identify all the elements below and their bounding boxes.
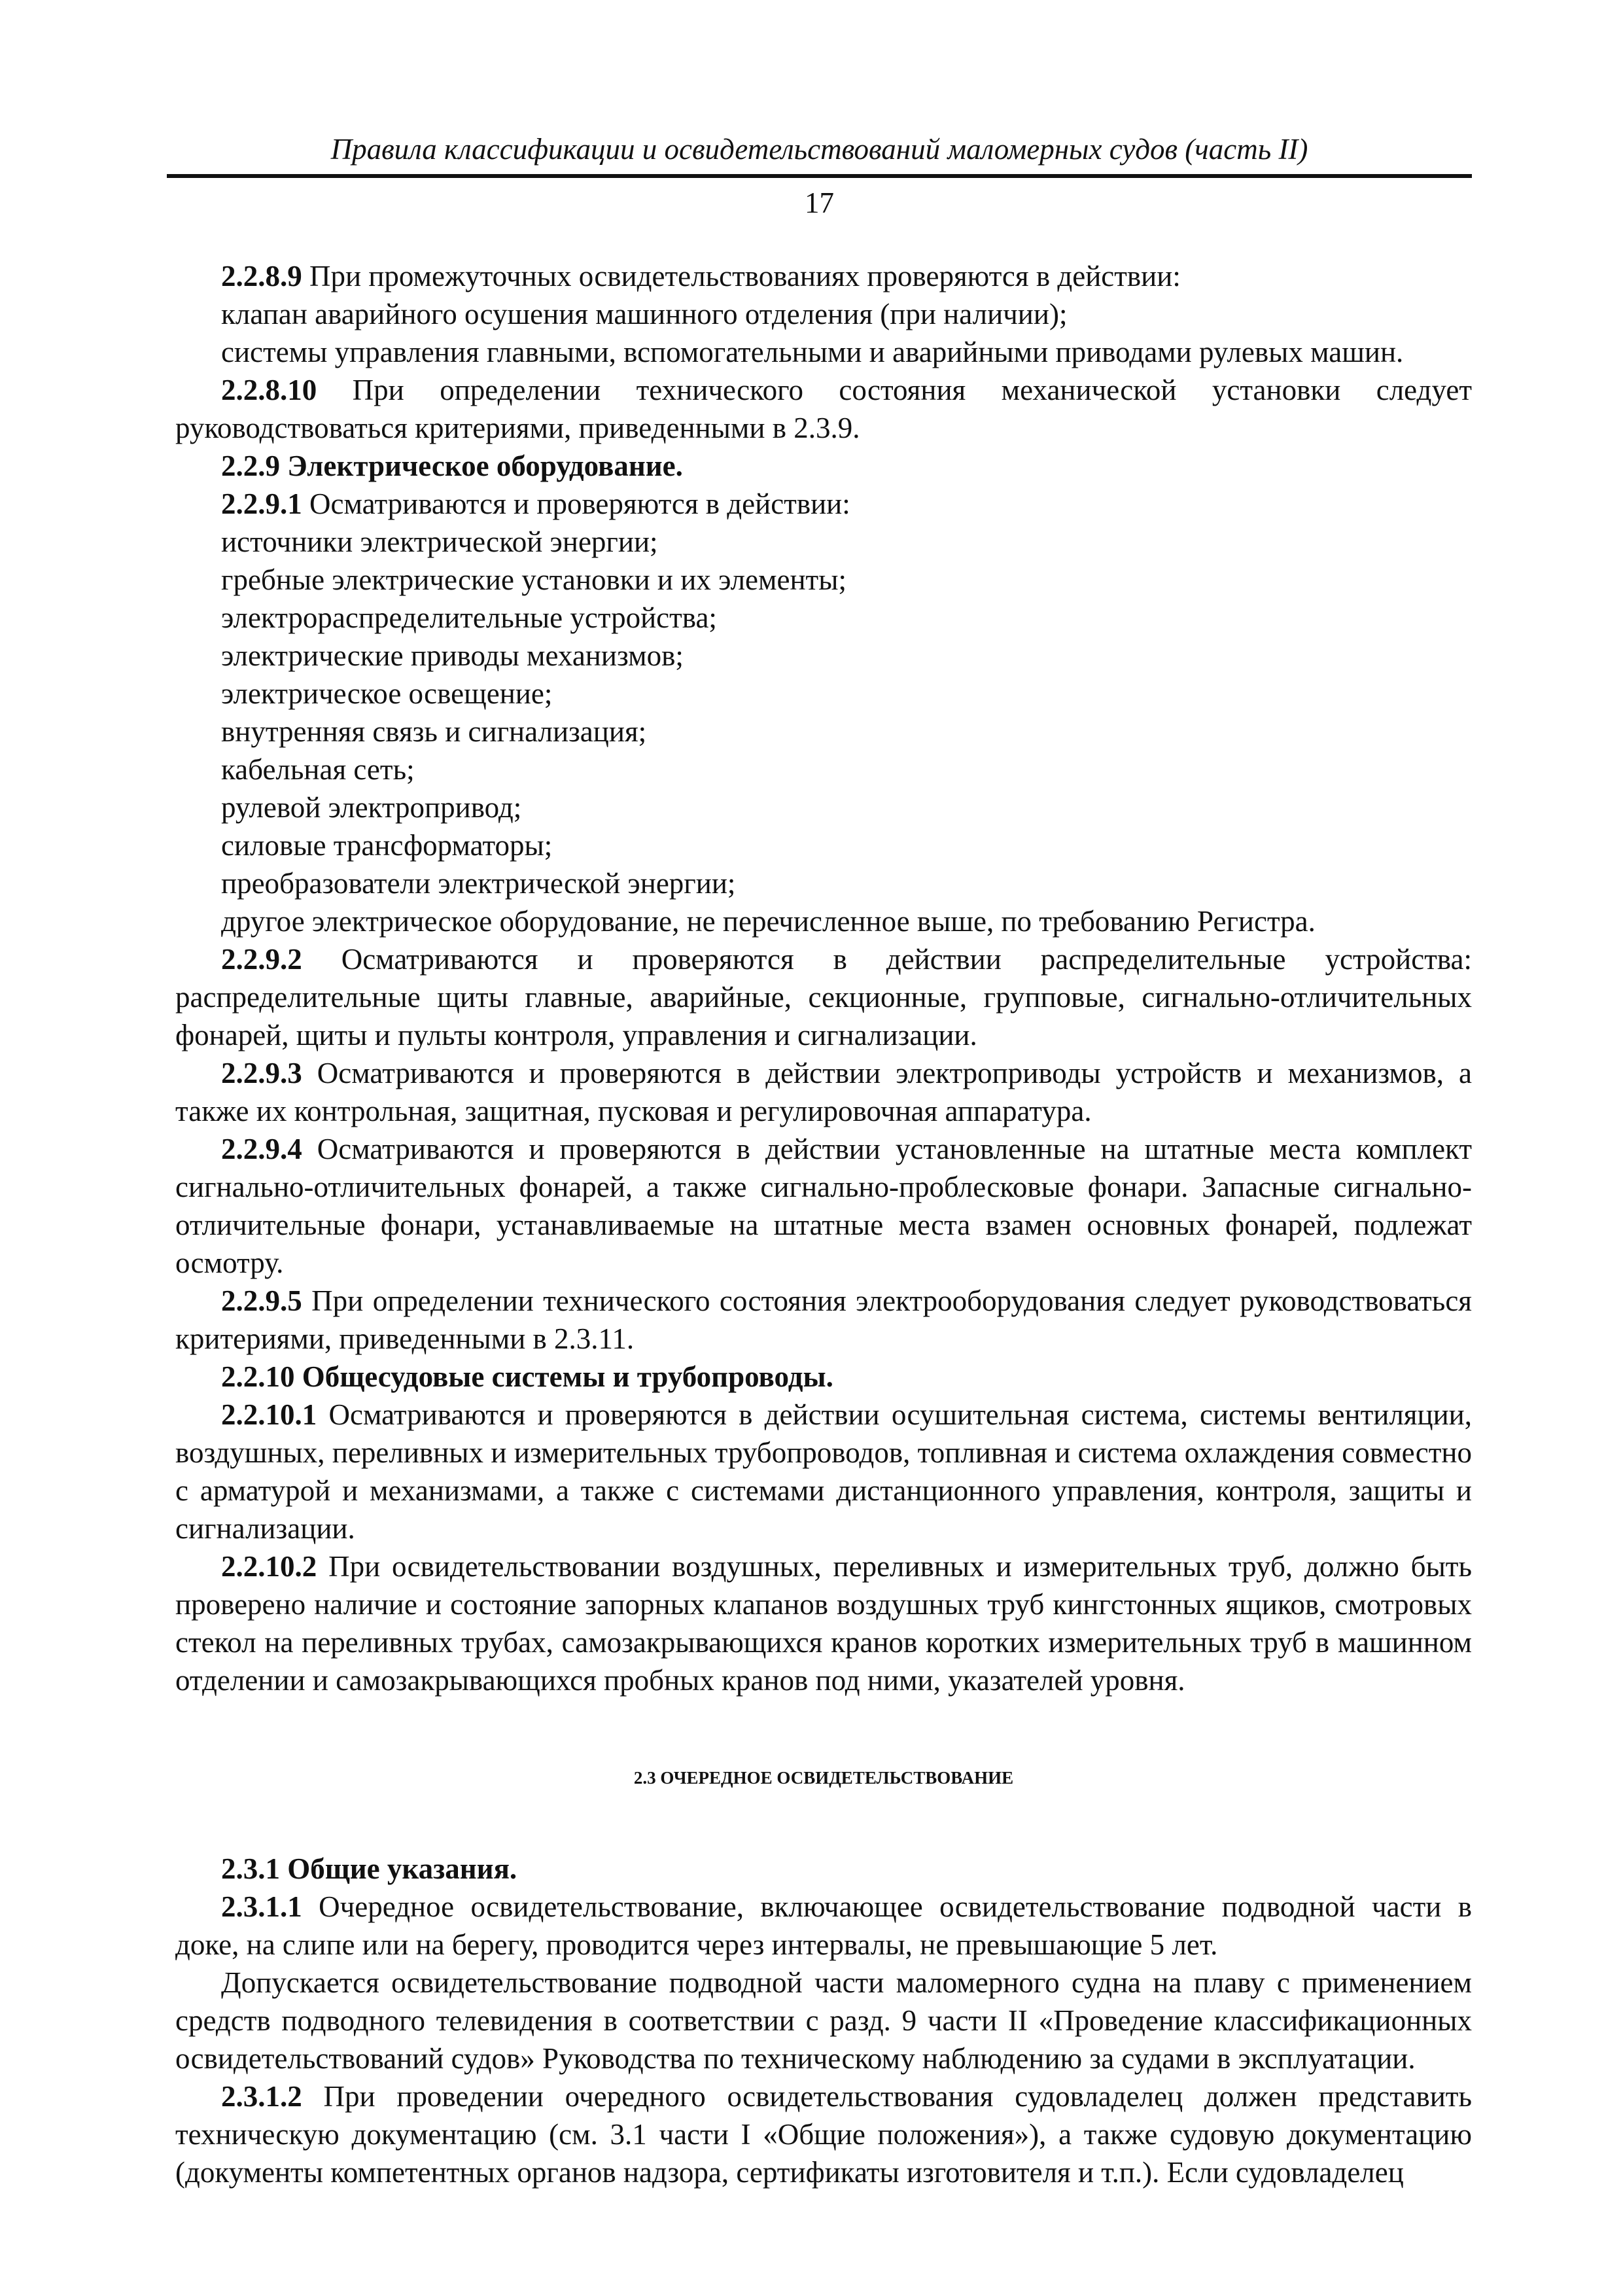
list-item: электрическое освещение; [221, 677, 553, 710]
list-item: клапан аварийного осушения машинного отделения (при наличии); [221, 298, 1068, 330]
paragraph-2-2-9-3: 2.2.9.3 Осматриваются и проверяются в действии электроприводы устройств и механизмов, а также их контрольная, защитная, пусковая и регулировочная аппаратура. [175, 1057, 1472, 1127]
subheading-2-2-10: 2.2.10 Общесудовые системы и трубопроводы. [221, 1360, 833, 1393]
paragraph-underwater-survey: Допускается освидетельствование подводной части маломерного судна на плаву с применением средств подводного телевидения в соответствии с разд. 9 части II «Проведение классификационных освидетельствований судов» Руководства по техническому наблюдению за судами в эксплуатации. [175, 1966, 1472, 2075]
section-title-2-3: 2.3 ОЧЕРЕДНОЕ ОСВИДЕТЕЛЬСТВОВАНИЕ [633, 1768, 1014, 1788]
list-item: системы управления главными, вспомогательными и аварийными приводами рулевых машин. [221, 336, 1404, 368]
list-item: электрораспределительные устройства; [221, 601, 717, 634]
list-item: внутренняя связь и сигнализация; [221, 715, 647, 748]
paragraph-2-3-1-1: 2.3.1.1 Очередное освидетельствование, включающее освидетельствование подводной части в доке, на слипе или на берегу, проводится через интервалы, не превышающие 5 лет. [175, 1890, 1472, 1961]
paragraph-2-2-10-2: 2.2.10.2 При освидетельствовании воздушных, переливных и измерительных труб, должно быть проверено наличие и состояние запорных клапанов воздушных труб кингстонных ящиков, смотровых стекол на переливных трубах, самозакрывающихся кранов коротких измерительных труб в машинном отделении и самозакрывающихся пробных кранов под ними, указателей уровня. [175, 1550, 1472, 1697]
list-item: кабельная сеть; [221, 753, 415, 786]
running-header: Правила классификации и освидетельствований маломерных судов (часть II) [330, 133, 1308, 166]
list-item: электрические приводы механизмов; [221, 639, 684, 672]
paragraph-2-2-10-1: 2.2.10.1 Осматриваются и проверяются в действии осушительная система, системы вентиляции, воздушных, переливных и измерительных трубопроводов, топливная и система охлаждения совместно с арматурой и механизмами, а также с системами дистанционного управления, контроля, защиты и сигнализации. [175, 1398, 1472, 1545]
list-item: гребные электрические установки и их элементы; [221, 563, 846, 596]
subheading-2-3-1: 2.3.1 Общие указания. [221, 1852, 517, 1885]
list-item: источники электрической энергии; [221, 525, 658, 558]
list-item: преобразователи электрической энергии; [221, 867, 736, 900]
list-item: рулевой электропривод; [221, 791, 522, 824]
document-body [175, 257, 1472, 2191]
paragraph-2-3-1-2: 2.3.1.2 При проведении очередного освидетельствования судовладелец должен представить техническую документацию (см. 3.1 части I «Общие положения»), а также судовую документацию (документы компетентных органов надзора, сертификаты изготовителя и т.п.). Если судовладелец [175, 2080, 1472, 2189]
paragraph-2-2-9-5: 2.2.9.5 При определении технического состояния электрооборудования следует руководствоваться критериями, приведенными в 2.3.11. [175, 1284, 1472, 1355]
list-item: другое электрическое оборудование, не перечисленное выше, по требованию Регистра. [221, 905, 1316, 938]
paragraph-2-2-9-2: 2.2.9.2 Осматриваются и проверяются в действии распределительные устройства: распределительные щиты главные, аварийные, секционные, групповые, сигнально-отличительных фонарей, щиты и пульты контроля, управления и сигнализации. [175, 943, 1472, 1051]
page-number: 17 [805, 186, 834, 219]
subheading-2-2-9: 2.2.9 Электрическое оборудование. [221, 450, 683, 482]
header-rule [167, 174, 1472, 178]
list-item: силовые трансформаторы; [221, 829, 553, 862]
paragraph-2-2-9-4: 2.2.9.4 Осматриваются и проверяются в действии установленные на штатные места комплект сигнально-отличительных фонарей, а также сигнально-проблесковые фонари. Запасные сигнально-отличительные фонари, устанавливаемые на штатные места взамен основных фонарей, подлежат осмотру. [175, 1133, 1472, 1279]
paragraph-2-2-9-1: 2.2.9.1 Осматриваются и проверяются в действии: [221, 487, 850, 520]
paragraph-2-2-8-9: 2.2.8.9 При промежуточных освидетельствованиях проверяются в действии: [221, 260, 1181, 292]
paragraph-2-2-8-10: 2.2.8.10 При определении технического состояния механической установки следует руководствоваться критериями, приведенными в 2.3.9. [175, 374, 1472, 444]
